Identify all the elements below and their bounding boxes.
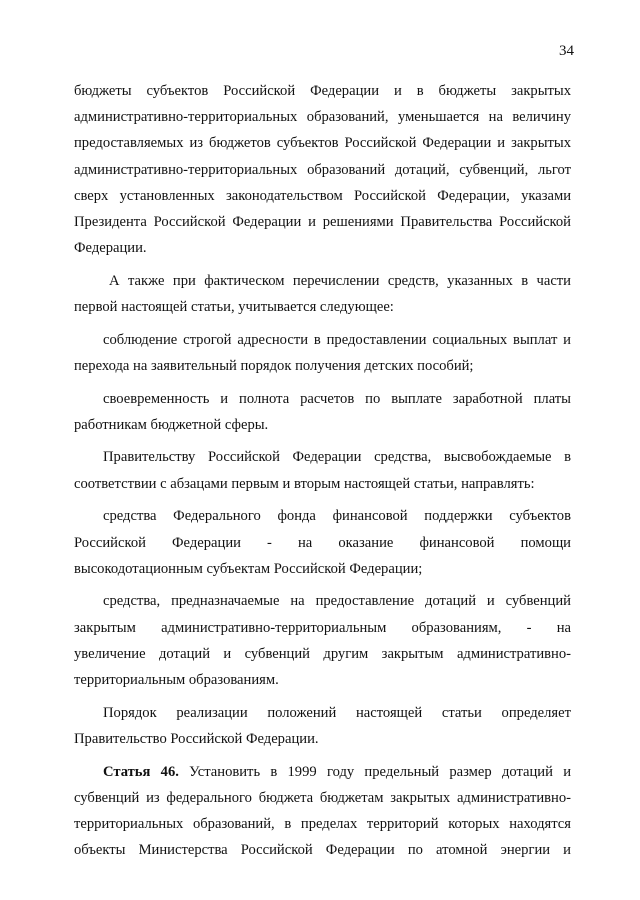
text-line: закрытым административно-территориальным образованиям, - на: [74, 619, 571, 636]
text-line: работникам бюджетной сферы.: [74, 416, 269, 433]
text-line: бюджеты субъектов Российской Федерации и в бюджеты закрытых: [74, 83, 571, 99]
page-number: 34: [559, 43, 574, 59]
text-line: объекты Министерства Российской Федерации по атомной энергии и: [74, 842, 571, 859]
text-line: А также при фактическом перечислении средств, указанных в части: [109, 272, 571, 289]
text-line: административно-территориальных образований, уменьшается на величину: [74, 109, 571, 126]
text-line: соблюдение строгой адресности в предоставлении социальных выплат и: [103, 331, 571, 348]
paragraph-closed-territories: [74, 588, 571, 693]
text-line: территориальных образований, в пределах территорий которых находятся: [74, 815, 571, 832]
text-line: высокодотационным субъектам Российской Федерации;: [74, 560, 423, 577]
text-line: Правительство Российской Федерации.: [74, 730, 319, 747]
text-line: предоставляемых из бюджетов субъектов Российской Федерации и закрытых: [74, 135, 571, 152]
paragraph-federal-fund: [74, 503, 571, 582]
text-line: субвенций из федерального бюджета бюджетам закрытых административно-: [74, 789, 571, 806]
text-line: первой настоящей статьи, учитывается следующее:: [74, 299, 394, 315]
text-line: сверх установленных законодательством Российской Федерации, указами: [74, 187, 571, 204]
paragraph-wage-payments: [74, 386, 571, 438]
text-line: Российской Федерации - на оказание финансовой помощи: [74, 534, 571, 551]
text-line: средства Федерального фонда финансовой поддержки субъектов: [103, 508, 571, 525]
text-line: административно-территориальных образований дотаций, субвенций, льгот: [74, 161, 571, 178]
text-line: [74, 759, 571, 785]
paragraph-budget-reduction: [74, 78, 571, 261]
text-line: территориальным образованиям.: [74, 671, 279, 688]
text-line: Федерации.: [74, 240, 147, 257]
article-46: [74, 759, 571, 864]
paragraph-transfer-conditions: [74, 268, 571, 320]
text-line: Президента Российской Федерации и решениями Правительства Российской: [74, 213, 571, 230]
article-label: Статья 46.: [103, 763, 179, 780]
article-text: Установить в 1999 году предельный размер дотаций и: [178, 763, 571, 780]
paragraph-government-funds: [74, 444, 571, 496]
text-line: своевременность и полнота расчетов по выплате заработной платы: [103, 390, 571, 407]
text-line: Порядок реализации положений настоящей статьи определяет: [103, 704, 571, 721]
paragraph-implementation-order: [74, 700, 571, 752]
text-line: Правительству Российской Федерации средства, высвобождаемые в: [103, 449, 571, 466]
text-line: средства, предназначаемые на предоставление дотаций и субвенций: [103, 593, 571, 610]
text-line: перехода на заявительный порядок получения детских пособий;: [74, 357, 474, 374]
document-body: [74, 78, 571, 863]
paragraph-social-payments: [74, 327, 571, 379]
text-line: соответствии с абзацами первым и вторым настоящей статьи, направлять:: [74, 475, 535, 492]
text-line: увеличение дотаций и субвенций другим закрытым административно-: [74, 645, 571, 662]
